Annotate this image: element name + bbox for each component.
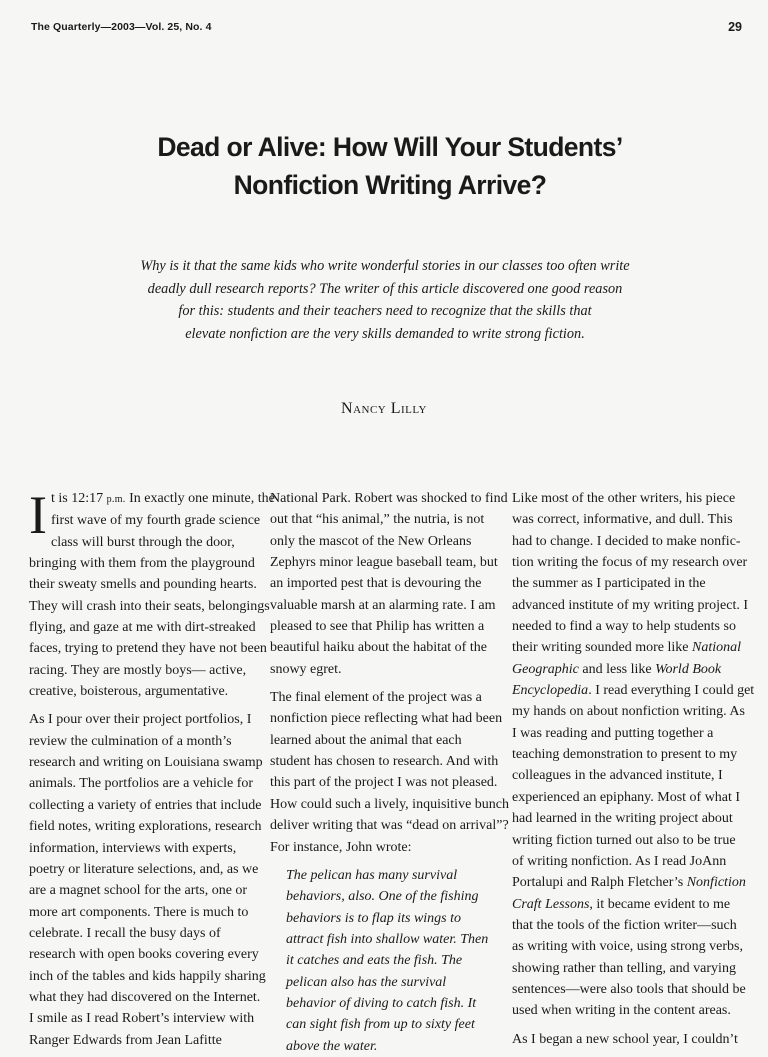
text-line: colleagues in the advanced institute, I: [512, 768, 723, 784]
text-line: advanced institute of my writing project. I: [512, 597, 748, 613]
text-line: that the tools of the fiction writer—such: [512, 917, 737, 933]
text-line: what they had discovered on the Internet.: [29, 989, 261, 1005]
text-line: first wave of my fourth grade science: [50, 513, 261, 529]
text-line: had learned in the writing project about: [512, 811, 733, 827]
text-line: creative, boisterous, argumentative.: [29, 684, 229, 700]
text-line: poetry or literature selections, and, as we: [29, 861, 259, 877]
text-line: tion writing the focus of my research over: [512, 555, 748, 571]
text-line: an imported pest that is devouring the: [270, 576, 482, 592]
text-line: research and writing on Louisiana swamp: [29, 755, 263, 771]
text-line: as writing with voice, using strong verbs,: [512, 939, 743, 955]
text-line: writing fiction turned out also to be true: [512, 832, 736, 848]
quote-line: attract fish into shallow water. Then: [286, 931, 489, 947]
text-line: my hands on about nonfiction writing. As: [512, 704, 745, 720]
text-line: had to change. I decided to make nonfic-: [512, 533, 741, 549]
quote-line: behavior of diving to catch fish. It: [286, 995, 477, 1011]
text-column-2: [270, 488, 509, 1057]
title-line-2: Nonfiction Writing Arrive?: [233, 170, 547, 200]
text-line: out that “his animal,” the nutria, is not: [270, 512, 485, 528]
text-line: of writing nonfiction. As I read JoAnn: [512, 853, 727, 869]
text-line: used when writing in the content areas.: [512, 1003, 731, 1019]
text-line: t is 12:17 p.m. In exactly one minute, the: [50, 491, 275, 506]
text-line: teaching demonstration to present to my: [512, 747, 738, 763]
time-suffix: p.m.: [106, 494, 126, 505]
text-line: flying, and gaze at me with dirt-streaked: [29, 620, 256, 636]
text-line: Zephyrs minor league baseball team, but: [270, 555, 498, 571]
text-line: bringing with them from the playground: [29, 556, 255, 572]
text-line: For instance, John wrote:: [270, 839, 412, 855]
author-byline: Nancy Lilly: [341, 400, 427, 417]
text-line: valuable marsh at an alarming rate. I am: [270, 597, 496, 613]
text-line: National Park. Robert was shocked to find: [270, 491, 508, 506]
article-title: [60, 128, 720, 204]
quote-line: behaviors, also. One of the fishing: [286, 889, 479, 905]
text-line: are a magnet school for the arts, one or: [29, 883, 248, 899]
text-line: collecting a variety of entries that include: [29, 797, 262, 813]
text-line: animals. The portfolios are a vehicle for: [29, 776, 254, 792]
text-line: their writing sounded more like National: [512, 640, 742, 656]
journal-header: The Quarterly—2003—Vol. 25, No. 4: [31, 21, 212, 33]
paragraph: [512, 1029, 748, 1050]
text-line: student has chosen to research. And with: [270, 754, 499, 770]
text-line: Portalupi and Ralph Fletcher’s Nonfiction: [512, 875, 746, 891]
text-line: Geographic and less like World Book: [512, 661, 722, 677]
text-line: Like most of the other writers, his piece: [512, 491, 736, 506]
text-line: How could such a lively, inquisitive bunch: [270, 796, 509, 812]
opening-paragraph: [29, 485, 275, 702]
text-line: Craft Lessons, it became evident to me: [512, 896, 731, 912]
text-line: the summer as I participated in the: [512, 576, 706, 592]
text-line: As I began a new school year, I couldn’t: [512, 1031, 738, 1047]
paragraph: [29, 709, 266, 1051]
text-line: Ranger Edwards from Jean Lafitte: [29, 1032, 222, 1048]
text-line: They will crash into their seats, belongings: [29, 598, 270, 614]
text-line: more art components. There is much to: [29, 904, 249, 920]
text-line: only the mascot of the New Orleans: [270, 533, 472, 549]
text-line: research with open books covering every: [29, 947, 259, 963]
text-line: faces, trying to pretend they have not been: [29, 641, 267, 657]
text-line: sentences—were also tools that should be: [512, 981, 746, 997]
text-line: I was reading and putting together a: [512, 725, 714, 741]
text-line: learned about the animal that each: [270, 732, 462, 748]
text-line: I smile as I read Robert’s interview with: [29, 1011, 255, 1027]
text-line: this part of the project I was not pleased.: [270, 775, 498, 791]
text-line: snowy egret.: [270, 661, 342, 677]
quote-line: it catches and eats the fish. The: [286, 953, 463, 969]
text-line: inch of the tables and kids happily sharing: [29, 968, 266, 984]
abstract-line: for this: students and their teachers need to recognize that the skills that: [178, 303, 592, 319]
text-line: information, interviews with experts,: [29, 840, 237, 856]
text-line: beautiful haiku about the habitat of the: [270, 640, 487, 656]
paragraph: [512, 488, 755, 1022]
quote-line: pelican also has the survival: [286, 974, 447, 990]
text-line: Encyclopedia. I read everything I could get: [512, 683, 755, 699]
title-line-1: Dead or Alive: How Will Your Students’: [157, 132, 623, 162]
abstract-line: elevate nonfiction are the very skills demanded to write strong fiction.: [185, 325, 585, 342]
text-line: showing rather than telling, and varying: [512, 960, 736, 976]
paragraph: [270, 488, 508, 680]
text-line: celebrate. I recall the busy days of: [29, 925, 221, 941]
quote-line: behaviors is to flap its wings to: [286, 910, 462, 926]
text-column-3: [512, 488, 755, 1050]
text-line: their sweaty smells and pounding hearts.: [29, 577, 257, 593]
text-line: was correct, informative, and dull. This: [512, 512, 733, 528]
block-quote: [270, 865, 502, 1057]
quote-line: The pelican has many survival: [286, 867, 458, 883]
paragraph: [270, 687, 509, 858]
quote-line: above the water.: [286, 1038, 378, 1054]
text-line: needed to find a way to help students so: [512, 619, 736, 635]
abstract-line: Why is it that the same kids who write wonderful stories in our classes too often write: [140, 258, 630, 274]
text-line: deliver writing that was “dead on arrival”?: [270, 818, 509, 834]
text-column-1: [29, 485, 275, 1051]
abstract-line: deadly dull research reports? The writer of this article discovered one good reason: [147, 280, 623, 297]
drop-cap: I: [29, 485, 47, 545]
text-line: class will burst through the door,: [50, 534, 235, 550]
quote-line: can sight fish from up to sixty feet: [286, 1017, 475, 1033]
text-line: As I pour over their project portfolios, I: [29, 712, 252, 728]
text-line: The final element of the project was a: [270, 690, 482, 706]
text-line: review the culmination of a month’s: [29, 733, 232, 749]
article-abstract: [140, 255, 630, 345]
text-line: racing. They are mostly boys— active,: [29, 662, 247, 678]
text-line: nonfiction piece reflecting what had been: [270, 711, 503, 727]
text-line: pleased to see that Philip has written a: [270, 619, 485, 635]
text-line: field notes, writing explorations, research: [29, 819, 262, 835]
text-line: experienced an epiphany. Most of what I: [512, 789, 741, 805]
page-number: 29: [728, 20, 742, 34]
